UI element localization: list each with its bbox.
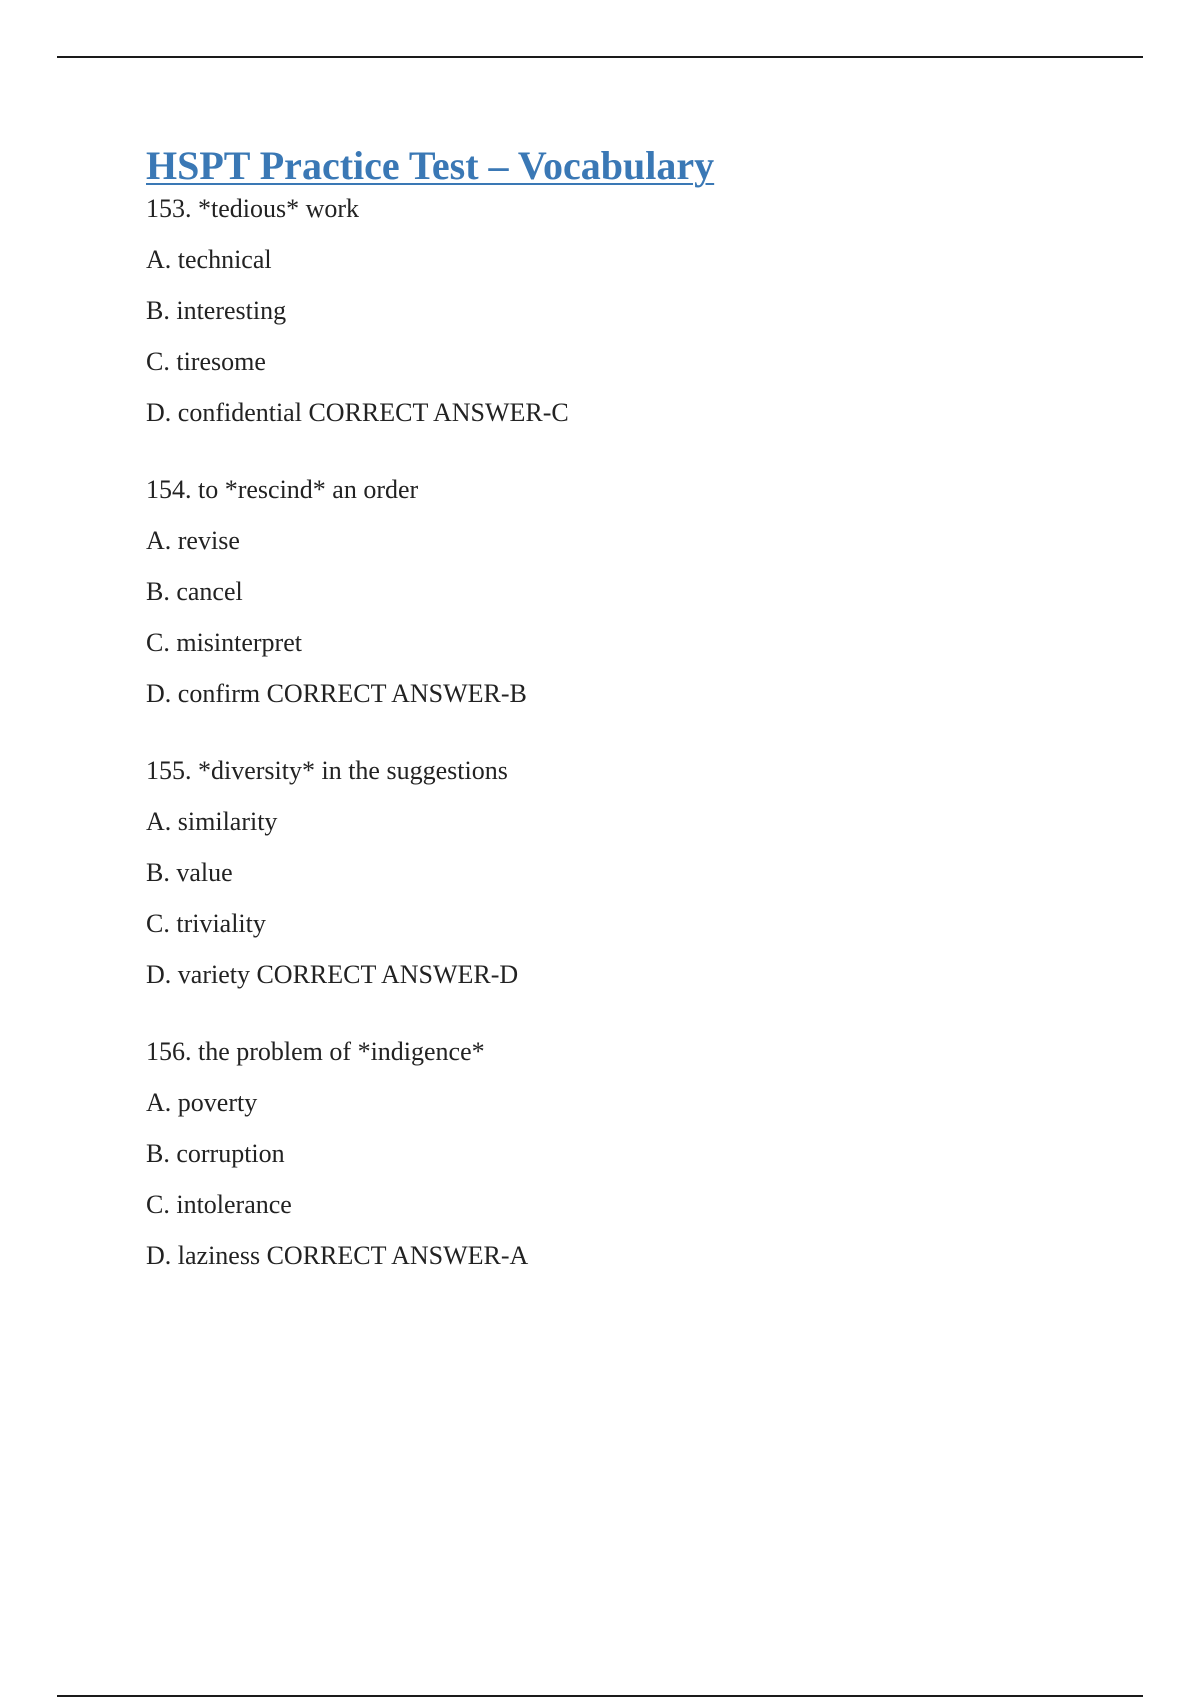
answer-option-b: B. interesting bbox=[146, 296, 287, 325]
answer-option-d: D. confirm CORRECT ANSWER-B bbox=[146, 679, 527, 708]
answer-option-d: D. confidential CORRECT ANSWER-C bbox=[146, 398, 569, 427]
question-prompt: 153. *tedious* work bbox=[146, 194, 360, 223]
answer-option-a: A. revise bbox=[146, 526, 240, 555]
answer-option-c: C. triviality bbox=[146, 909, 266, 938]
question-154 bbox=[146, 475, 1126, 709]
header-rule bbox=[57, 56, 1143, 58]
answer-option-b: B. value bbox=[146, 858, 233, 887]
question-153 bbox=[146, 194, 1126, 428]
answer-option-d: D. laziness CORRECT ANSWER-A bbox=[146, 1241, 529, 1270]
answer-option-b: B. cancel bbox=[146, 577, 243, 606]
answer-option-c: C. tiresome bbox=[146, 347, 266, 376]
question-prompt: 155. *diversity* in the suggestions bbox=[146, 756, 508, 785]
question-156 bbox=[146, 1037, 1126, 1271]
answer-option-a: A. poverty bbox=[146, 1088, 258, 1117]
document-title-link[interactable]: HSPT Practice Test – Vocabulary bbox=[146, 143, 715, 188]
answer-option-d: D. variety CORRECT ANSWER-D bbox=[146, 960, 519, 989]
answer-option-a: A. technical bbox=[146, 245, 272, 274]
answer-option-c: C. misinterpret bbox=[146, 628, 302, 657]
document-body bbox=[146, 138, 1126, 1318]
question-prompt: 154. to *rescind* an order bbox=[146, 475, 419, 504]
answer-option-a: A. similarity bbox=[146, 807, 278, 836]
question-prompt: 156. the problem of *indigence* bbox=[146, 1037, 485, 1066]
question-155 bbox=[146, 756, 1126, 990]
answer-option-c: C. intolerance bbox=[146, 1190, 292, 1219]
answer-option-b: B. corruption bbox=[146, 1139, 285, 1168]
footer-rule bbox=[57, 1695, 1143, 1697]
